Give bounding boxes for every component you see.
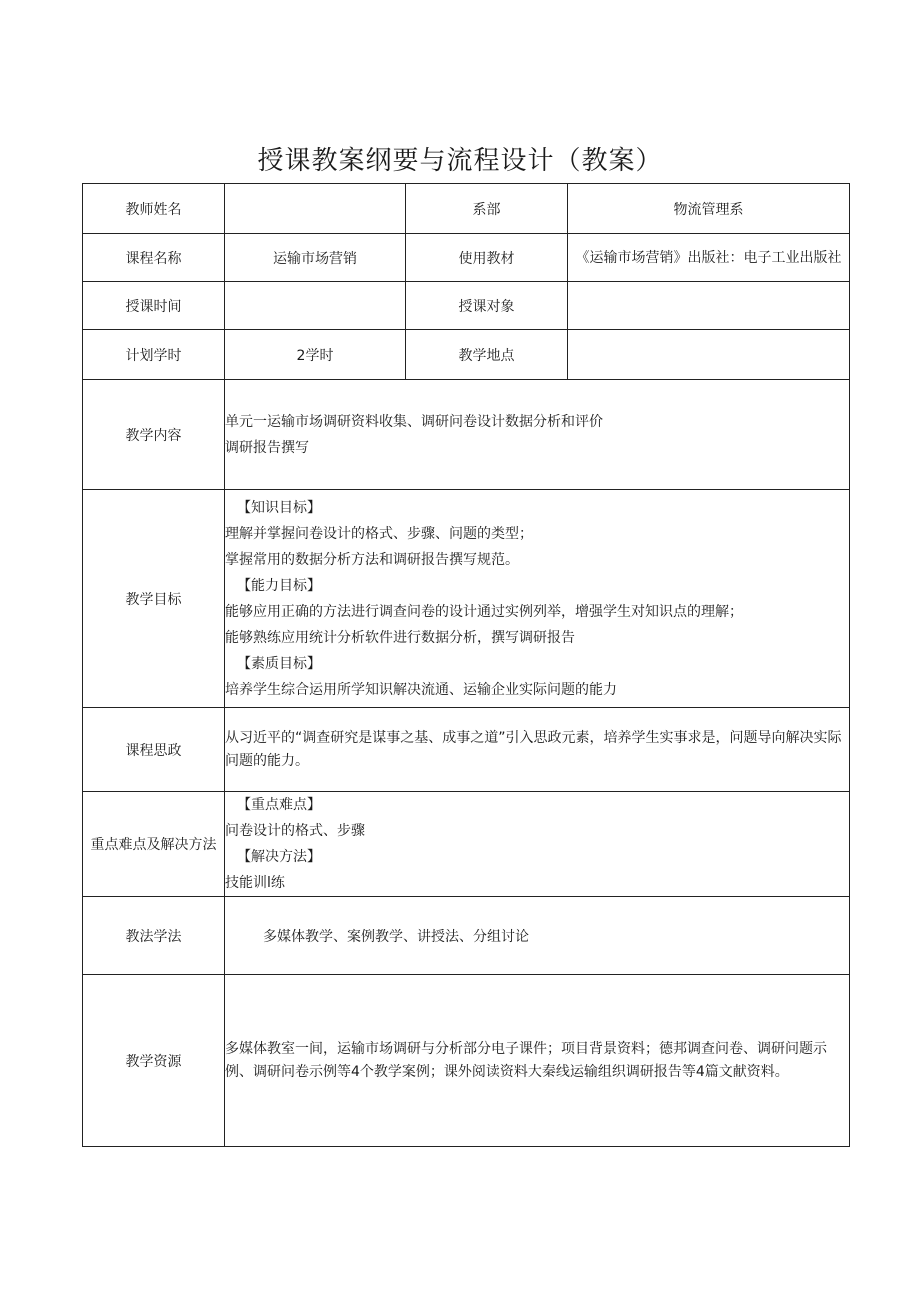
content-line: 调研报告撰写	[225, 439, 309, 456]
key-text: 问卷设计的格式、步骤	[225, 823, 365, 839]
resources-label: 教学资源	[83, 975, 225, 1147]
planned-hours-label: 计划学时	[83, 330, 225, 380]
solution-heading: 【解决方法】	[237, 849, 321, 865]
page-title: 授课教案纲要与流程设计（教案）	[257, 146, 663, 176]
objectives-label: 教学目标	[83, 490, 225, 708]
content-label: 教学内容	[83, 380, 225, 490]
row-resources	[83, 975, 850, 1147]
quality-heading: 【素质目标】	[237, 655, 321, 672]
row-ideology	[83, 708, 850, 792]
row-time	[83, 282, 850, 330]
location-label: 教学地点	[406, 330, 568, 380]
methods-label: 教法学法	[83, 897, 225, 975]
audience-label: 授课对象	[406, 282, 568, 330]
row-course	[83, 234, 850, 282]
lesson-plan-table	[82, 183, 850, 1147]
teacher-name-label: 教师姓名	[83, 184, 225, 234]
knowledge-item: 掌握常用的数据分析方法和调研报告撰写规范。	[225, 551, 519, 568]
audience-value	[568, 282, 850, 330]
textbook-label: 使用教材	[406, 234, 568, 282]
resources-text: 多媒体教室一间，运输市场调研与分析部分电子课件；项目背景资料；德邦调查问卷、调研问题示例、调研问卷示例等4个教学案例；课外阅读资料大秦线运输组织调研报告等4篇文献资料。	[225, 1040, 827, 1080]
teacher-name-value	[225, 184, 406, 234]
course-name-label: 课程名称	[83, 234, 225, 282]
quality-item: 培养学生综合运用所学知识解决流通、运输企业实际问题的能力	[225, 681, 617, 698]
methods-text: 多媒体教学、案例教学、讲授法、分组讨论	[263, 928, 529, 945]
solution-text: 技能训l练	[225, 875, 285, 891]
row-content	[83, 380, 850, 490]
ability-item: 能够熟练应用统计分析软件进行数据分析，撰写调研报告	[225, 629, 575, 646]
row-methods	[83, 897, 850, 975]
row-hours	[83, 330, 850, 380]
teaching-time-label: 授课时间	[83, 282, 225, 330]
ideology-label: 课程思政	[83, 708, 225, 792]
department-label: 系部	[406, 184, 568, 234]
ability-item: 能够应用正确的方法进行调查问卷的设计通过实例列举，增强学生对知识点的理解；	[225, 603, 743, 620]
ideology-text: 从习近平的“调查研究是谋事之基、成事之道”引入思政元素，培养学生实事求是，问题导向解决实际问题的能力。	[225, 729, 842, 769]
ability-heading: 【能力目标】	[237, 577, 321, 594]
textbook-value: 《运输市场营销》出版社：电子工业出版社	[575, 249, 842, 266]
knowledge-item: 理解并掌握问卷设计的格式、步骤、问题的类型；	[225, 525, 533, 542]
location-value	[568, 330, 850, 380]
knowledge-heading: 【知识目标】	[237, 499, 321, 516]
row-teacher	[83, 184, 850, 234]
key-heading: 【重点难点】	[237, 797, 321, 813]
row-objectives	[83, 490, 850, 708]
course-name-value: 运输市场营销	[225, 234, 406, 282]
planned-hours-value: 2学时	[225, 330, 406, 380]
content-line: 单元一运输市场调研资料收集、调研问卷设计数据分析和评价	[225, 413, 603, 430]
row-keypoints	[83, 792, 850, 897]
teaching-time-value	[225, 282, 406, 330]
department-value: 物流管理系	[568, 184, 850, 234]
keypoints-label: 重点难点及解决方法	[83, 792, 225, 897]
